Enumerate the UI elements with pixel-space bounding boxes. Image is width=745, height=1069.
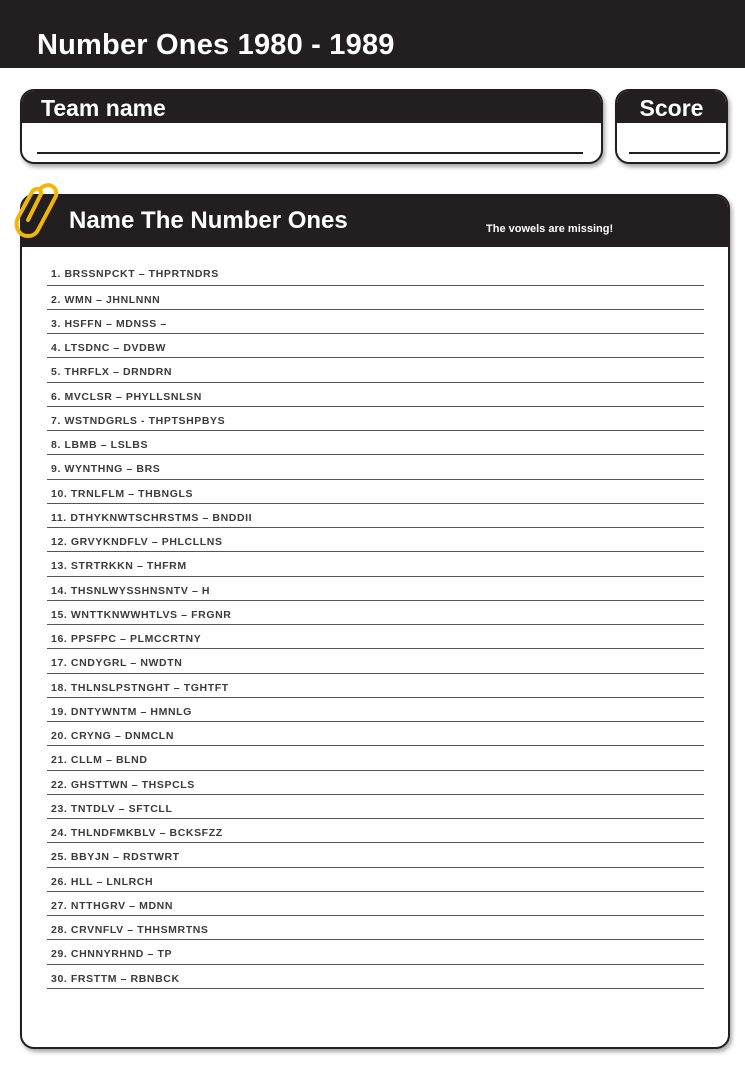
question-item: 27. NTTHGRV – MDNN [47, 892, 704, 916]
question-item: 6. MVCLSR – PHYLLSNLSN [47, 383, 704, 407]
question-item: 10. TRNLFLM – THBNGLS [47, 480, 704, 504]
score-box [615, 89, 728, 164]
question-item: 28. CRVNFLV – THHSMRTNS [47, 916, 704, 940]
question-item: 16. PPSFPC – PLMCCRTNY [47, 625, 704, 649]
question-item: 1. BRSSNPCKT – THPRTNDRS [47, 260, 704, 286]
team-name-field[interactable] [37, 152, 583, 154]
question-item: 26. HLL – LNLRCH [47, 868, 704, 892]
question-item: 29. CHNNYRHND – TP [47, 940, 704, 964]
question-item: 18. THLNSLPSTNGHT – TGHTFT [47, 674, 704, 698]
question-item: 24. THLNDFMKBLV – BCKSFZZ [47, 819, 704, 843]
question-item: 13. STRTRKKN – THFRM [47, 552, 704, 576]
question-list [47, 260, 704, 989]
question-item: 5. THRFLX – DRNDRN [47, 358, 704, 382]
score-label: Score [617, 91, 726, 123]
question-item: 20. CRYNG – DNMCLN [47, 722, 704, 746]
question-item: 19. DNTYWNTM – HMNLG [47, 698, 704, 722]
question-item: 23. TNTDLV – SFTCLL [47, 795, 704, 819]
question-item: 12. GRVYKNDFLV – PHLCLLNS [47, 528, 704, 552]
team-name-label: Team name [22, 91, 601, 123]
header-bar [0, 0, 745, 68]
question-item: 7. WSTNDGRLS - THPTSHPBYS [47, 407, 704, 431]
question-item: 8. LBMB – LSLBS [47, 431, 704, 455]
question-item: 3. HSFFN – MDNSS – [47, 310, 704, 334]
question-item: 22. GHSTTWN – THSPCLS [47, 771, 704, 795]
question-item: 11. DTHYKNWTSCHRSTMS – BNDDII [47, 504, 704, 528]
question-item: 30. FRSTTM – RBNBCK [47, 965, 704, 989]
question-item: 25. BBYJN – RDSTWRT [47, 843, 704, 867]
question-item: 9. WYNTHNG – BRS [47, 455, 704, 479]
quiz-header [22, 196, 728, 247]
question-item: 15. WNTTKNWWHTLVS – FRGNR [47, 601, 704, 625]
quiz-title: Name The Number Ones [69, 207, 348, 234]
question-item: 17. CNDYGRL – NWDTN [47, 649, 704, 673]
question-item: 14. THSNLWYSSHNSNTV – H [47, 577, 704, 601]
quiz-panel [20, 194, 730, 1049]
team-name-box [20, 89, 603, 164]
question-item: 2. WMN – JHNLNNN [47, 286, 704, 310]
paperclip-icon [8, 178, 68, 250]
page-title: Number Ones 1980 - 1989 [37, 29, 395, 61]
quiz-note: The vowels are missing! [486, 223, 614, 235]
question-item: 21. CLLM – BLND [47, 746, 704, 770]
score-field[interactable] [629, 152, 720, 154]
question-item: 4. LTSDNC – DVDBW [47, 334, 704, 358]
